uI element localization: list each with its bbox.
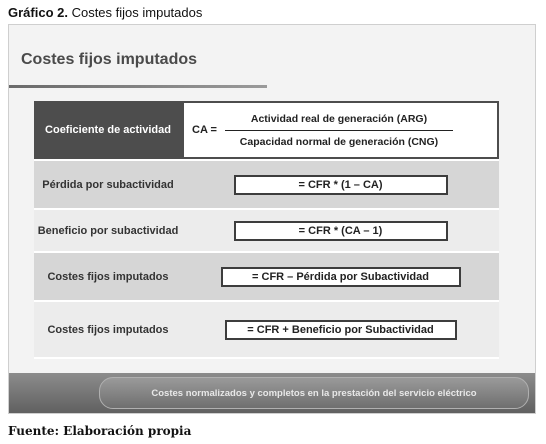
footer-banner: Costes normalizados y completos en la prestación del servicio eléctrico (99, 377, 529, 409)
coefficient-formula (182, 101, 499, 159)
figure-caption-text: Costes fijos imputados (67, 5, 203, 20)
formula-table (34, 101, 499, 359)
row-label: Pérdida por subactividad (34, 161, 182, 208)
row-label: Beneficio por subactividad (34, 210, 182, 251)
title-underline (9, 85, 267, 88)
ca-formula (184, 113, 453, 148)
ca-fraction (225, 113, 453, 148)
table-header-row (34, 101, 499, 161)
row-label: Costes fijos imputados (34, 253, 182, 300)
table-row (34, 161, 499, 210)
ca-numerator: Actividad real de generación (ARG) (250, 112, 428, 125)
ca-label: CA = (192, 124, 217, 136)
ca-denominator: Capacidad normal de generación (CNG) (239, 135, 439, 148)
formula-box: = CFR * (1 – CA) (234, 175, 448, 195)
source-note: Fuente: Elaboración propia (8, 424, 192, 438)
formula-box: = CFR * (CA – 1) (234, 221, 448, 241)
table-row (34, 210, 499, 253)
table-row (34, 302, 499, 359)
formula-box: = CFR – Pérdida por Subactividad (221, 267, 461, 287)
table-row (34, 253, 499, 302)
slide (8, 24, 536, 414)
coefficient-label: Coeficiente de actividad (34, 101, 182, 159)
row-label: Costes fijos imputados (34, 302, 182, 357)
fraction-bar (225, 130, 453, 131)
formula-box: = CFR + Beneficio por Subactividad (225, 320, 457, 340)
figure-number: Gráfico 2. (8, 5, 68, 20)
figure-caption (8, 5, 202, 20)
slide-title: Costes fijos imputados (21, 51, 198, 68)
